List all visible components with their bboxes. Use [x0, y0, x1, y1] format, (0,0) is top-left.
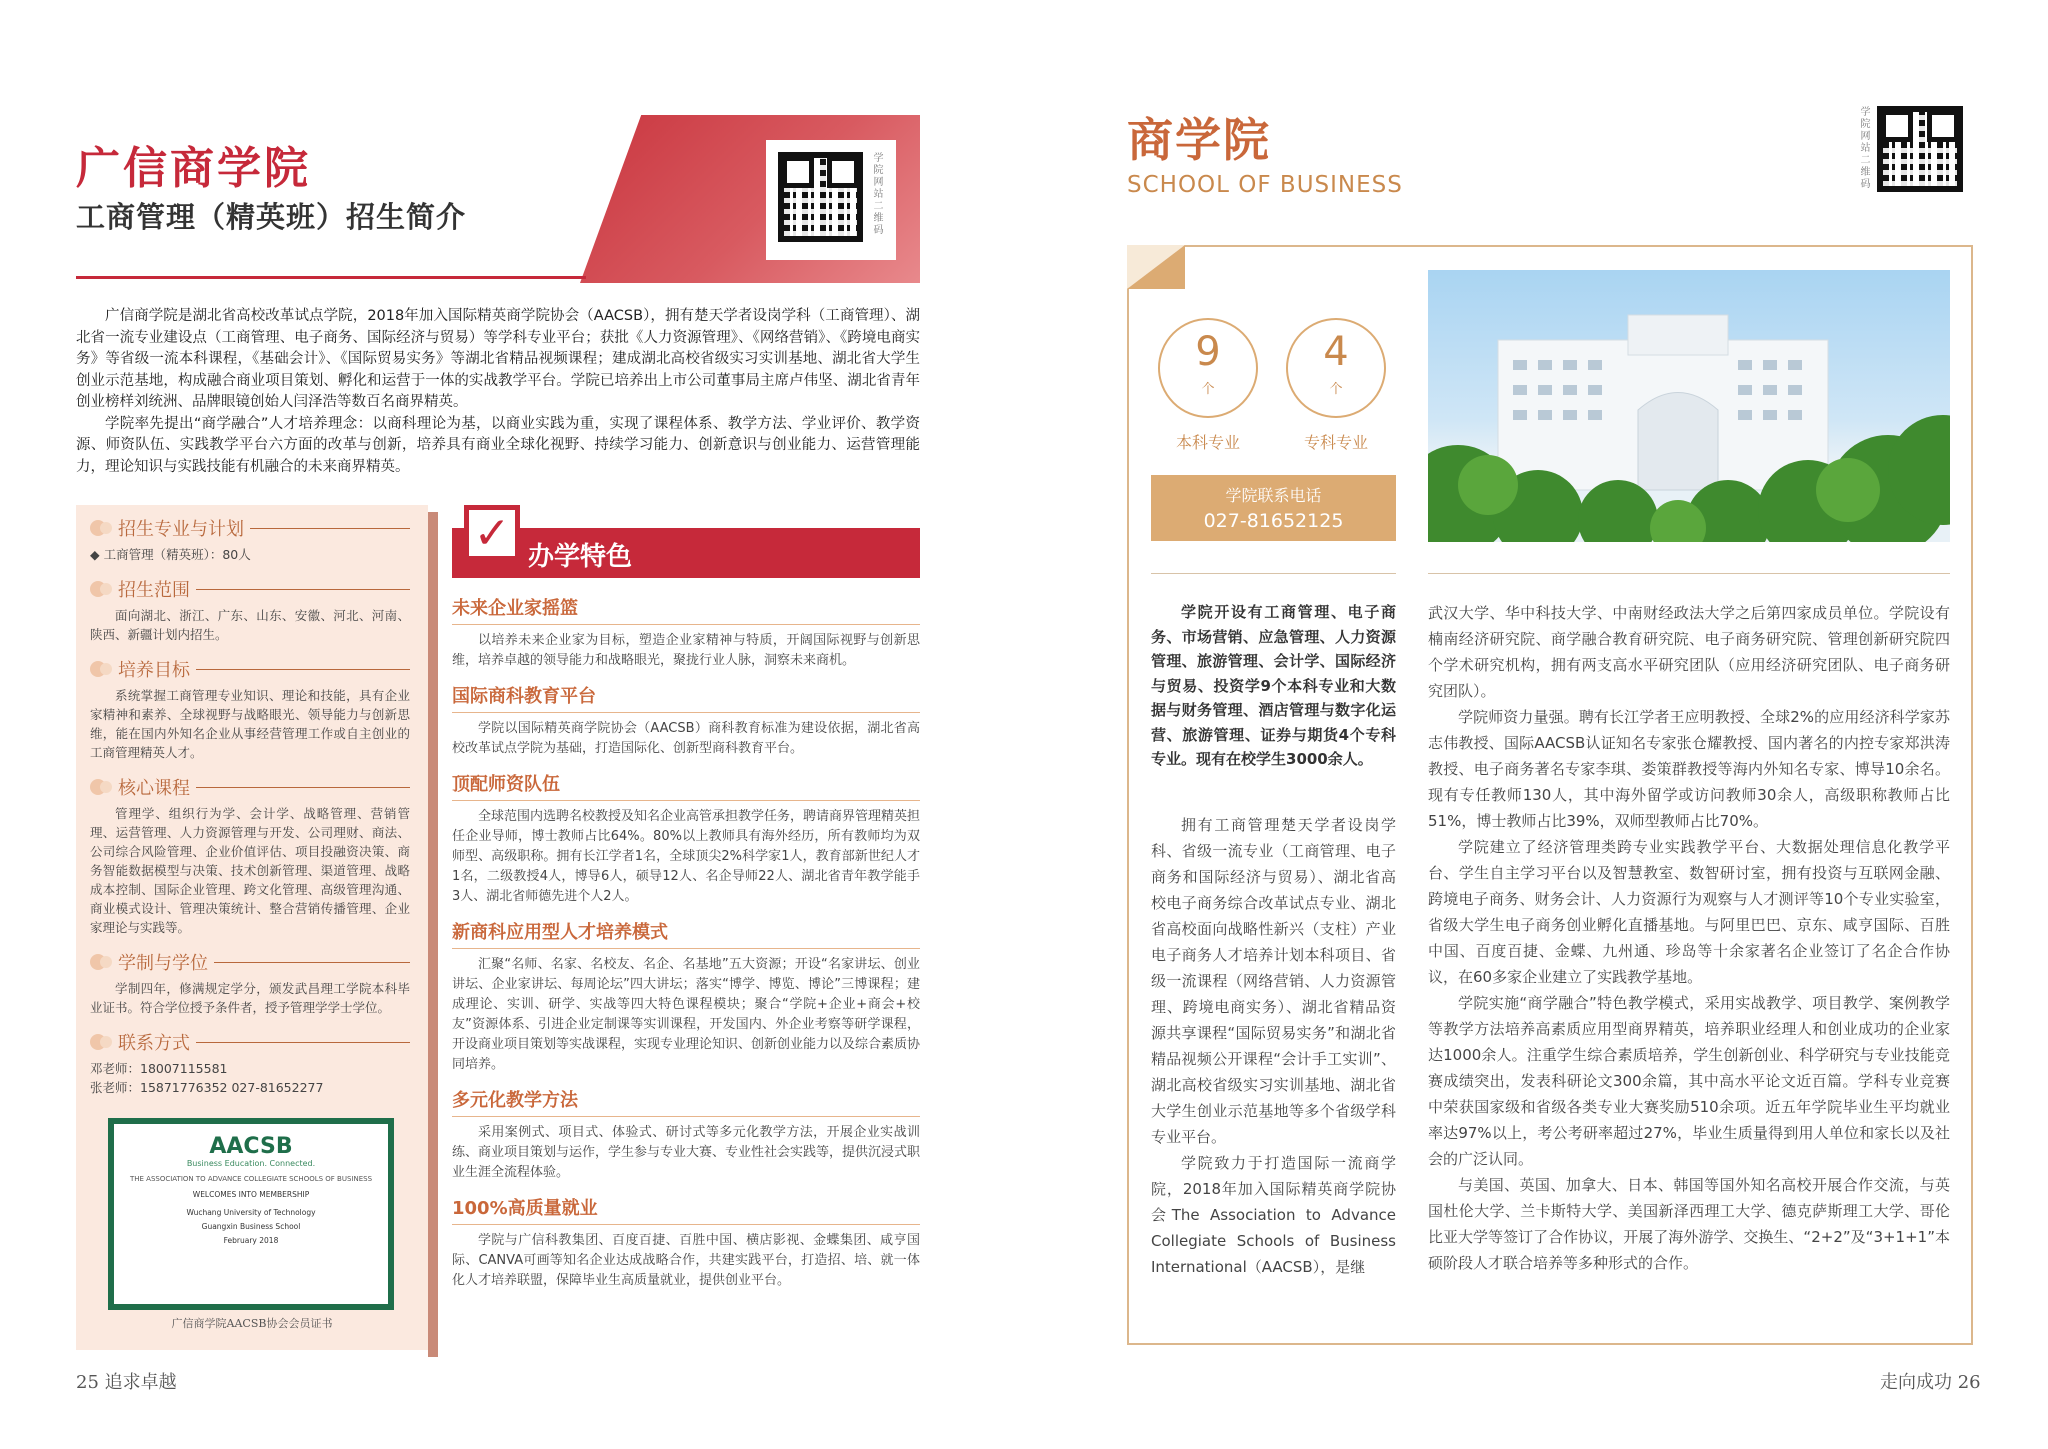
- feature-text: 以培养未来企业家为目标，塑造企业家精神与特质，开阔国际视野与创新思维，培养卓越的领导能力和战略眼光，聚拢行业人脉，洞察未来商机。: [452, 633, 920, 668]
- qr-caption: 学院网站二维码: [871, 152, 882, 236]
- left-column-text: [1151, 812, 1396, 1280]
- sidebar-section-text: ◆ 工商管理（精英班）：80人: [90, 547, 251, 562]
- sidebar-section-text: 学制四年，修满规定学分，颁发武昌理工学院本科毕业证书。符合学位授予条件者，授予管理学学士学位。: [90, 981, 410, 1015]
- body-paragraph: 学院建立了经济管理类跨专业实践教学平台、大数据处理信息化教学平台、学生自主学习平台以及智慧教室、数智研讨室，拥有投资与互联网金融、跨境电子商务、财务会计、人力资源行为观察与人才测评等10个专业实验室，省级大学生电子商务创业孵化直播基地。与阿里巴巴、京东、咸亨国际、百胜中国、百度百捷、金蝶、九州通、珍岛等十余家著名企业签订了名企合作协议，在60多家企业建立了实践教学基地。: [1428, 838, 1950, 986]
- divider: [196, 1042, 410, 1043]
- body-paragraph: 学院师资力量强。聘有长江学者王应明教授、全球2%的应用经济科学家苏志伟教授、国际AACSB认证知名专家张仓耀教授、国内著名的内控专家郑洪涛教授、电子商务著名专家李琪、娄策群教授等海内外知名专家、博导10余名。现有专任教师130人，其中海外留学或访问教师30余人，高级职称教师占比51%，博士教师占比39%，双师型教师占比70%。: [1428, 708, 1950, 830]
- feature-text: 采用案例式、项目式、体验式、研讨式等多元化教学方法，开展企业实战训练、商业项目策划与运作，学生参与专业大赛、专业性社会实践等，提供沉浸式职业生涯全流程体验。: [452, 1125, 921, 1180]
- stat-circle: [1158, 318, 1258, 418]
- intro-paragraph: 广信商学院是湖北省高校改革试点学院，2018年加入国际精英商学院协会（AACSB），拥有楚天学者设岗学科（工商管理）、湖北省一流专业建设点（工商管理、电子商务、国际经济与贸易）等学科专业平台；获批《人力资源管理》、《网络营销》、《跨境电商实务》等省级一流本科课程，《基础会计》、《国际贸易实务》等湖北省精品视频课程；建成湖北高校省级实习实训基地、湖北省大学生创业示范基地，构成融合商业项目策划、孵化和运营于一体的实战教学平台。学院已培养出上市公司董事局主席卢伟坚、湖北省青年创业榜样刘统洲、品牌眼镜创始人闫泽浩等数百名商界精英。: [76, 308, 920, 410]
- sidebar-section-title: 招生专业与计划: [118, 519, 244, 540]
- qr-code-box: [766, 140, 896, 260]
- certificate-org: THE ASSOCIATION TO ADVANCE COLLEGIATE SCHOOLS OF BUSINESS: [129, 1175, 373, 1183]
- sidebar-shadow: [428, 512, 438, 1357]
- building-illustration: [1428, 270, 1950, 542]
- divider: [196, 669, 410, 670]
- divider: [1151, 573, 1396, 574]
- page-number: 25: [76, 1372, 99, 1393]
- body-paragraph: 武汉大学、华中科技大学、中南财经政法大学之后第四家成员单位。学院设有楠南经济研究院、商学融合教育研究院、电子商务研究院、管理创新研究院四个学术研究机构，拥有两支高水平研究团队（应用经济研究团队、电子商务研究团队）。: [1428, 604, 1950, 700]
- checkmark-icon: ✓: [464, 505, 520, 561]
- page-footer-left: [76, 1368, 177, 1394]
- stat-circle: [1286, 318, 1386, 418]
- feature-text: 学院以国际精英商学院协会（AACSB）商科教育标准为建设依据，湖北省高校改革试点学院为基础，打造国际化、创新型商科教育平台。: [452, 721, 920, 756]
- right-column-text: [1428, 600, 1950, 1276]
- page-number: 26: [1957, 1372, 1981, 1393]
- divider: [196, 787, 410, 788]
- sidebar-section-text: 面向湖北、浙江、广东、山东、安徽、河北、河南、陕西、新疆计划内招生。: [90, 608, 410, 642]
- stat-number: 9: [1195, 329, 1221, 375]
- divider: [196, 589, 410, 590]
- feature-item: [452, 1194, 920, 1291]
- stat-vocational: [1286, 318, 1386, 453]
- overview-bold-text: 学院开设有工商管理、电子商务、市场营销、应急管理、人力资源管理、旅游管理、会计学、国际经济与贸易、投资学9个本科专业和大数据与财务管理、酒店管理与数字化运营、旅游管理、证券与期货4个专科专业。现有在校学生3000余人。: [1151, 603, 1396, 768]
- intro-paragraph: 学院率先提出“商学融合”人才培养理念：以商科理论为基，以商业实践为重，实现了课程体系、教学方法、学业评价、教学资源、师资队伍、实践教学平台六方面的改革与创新，培养具有商业全球化视野、持续学习能力、创新意识与创业能力、运营管理能力，理论知识与实践技能有机融合的未来商界精英。: [76, 415, 920, 475]
- bullet-dot-icon: [100, 583, 112, 595]
- campus-building-photo: [1428, 270, 1950, 542]
- feature-text: 学院与广信科教集团、百度百捷、百胜中国、横店影视、金蝶集团、咸亨国际、CANVA可画等知名企业达成战略合作，共建实践平台，打造招、培、就一体化人才培养联盟，保障毕业生高质量就业，提供创业平台。: [452, 1233, 920, 1288]
- sidebar-section-title: 学制与学位: [118, 953, 208, 974]
- certificate-welcome: WELCOMES INTO MEMBERSHIP: [192, 1190, 310, 1199]
- qr-code-icon: [1877, 106, 1963, 192]
- body-paragraph: 学院实施“商学融合”特色教学模式，采用实战教学、项目教学、案例教学等教学方法培养高素质应用型商界精英，培养职业经理人和创业成功的企业家达1000余人。注重学生综合素质培养，学生创新创业、科学研究与专业技能竞赛成绩突出，发表科研论文300余篇，其中高水平论文近百篇。学科专业竞赛中荣获国家级和省级各类专业大赛奖励510余项。近五年学院毕业生平均就业率达97%以上，考公考研率超过27%，毕业生质量得到用人单位和家长以及社会的广泛认同。: [1428, 994, 1950, 1168]
- sidebar-section-title: 联系方式: [118, 1033, 190, 1054]
- sidebar-section: [90, 515, 410, 564]
- body-paragraph: 学院致力于打造国际一流商学院，2018年加入国际精英商学院协会The Association to Advance Collegiate Schools of Business International（AACSB），是继: [1151, 1154, 1396, 1276]
- qr-code-box: [1856, 106, 1963, 192]
- divider: [1428, 573, 1950, 574]
- certificate-university: Wuchang University of Technology: [186, 1208, 316, 1217]
- feature-item: [452, 594, 920, 671]
- feature-text: 全球范围内选聘名校教授及知名企业高管承担教学任务，聘请商界管理精英担任企业导师，博士教师占比64%。80%以上教师具有海外经历，所有教师均为双师型、高级职称。拥有长江学者1名，全球顶尖2%科学家1人，教育部新世纪人才1名，二级教授4人，博导6人，硕导12人、名企导师22人、湖北省青年教学能手3人、湖北省师德先进个人2人。: [452, 809, 921, 904]
- feature-item: [452, 1086, 920, 1183]
- phone-box: [1151, 475, 1396, 541]
- body-paragraph: 拥有工商管理楚天学者设岗学科、省级一流专业（工商管理、电子商务和国际经济与贸易）、湖北省高校电子商务综合改革试点专业、湖北省高校面向战略性新兴（支柱）产业电子商务人才培养计划本科项目、省级一流课程（网络营销、人力资源管理、跨境电商实务）、湖北省精品资源共享课程“国际贸易实务”和湖北省精品视频公开课程“会计手工实训”、湖北高校省级实习实训基地、湖北省大学生创业示范基地等多个省级学科专业平台。: [1151, 816, 1396, 1146]
- body-paragraph: 与美国、英国、加拿大、日本、韩国等国外知名高校开展合作交流，与英国杜伦大学、兰卡斯特大学、美国新泽西理工大学、德克萨斯理工大学、哥伦比亚大学等签订了合作协议，开展了海外游学、交换生、“2+2”及“3+1+1”本硕阶段人才联合培养等多种形式的合作。: [1428, 1176, 1950, 1272]
- bullet-dot-icon: [100, 663, 112, 675]
- feature-heading: 100%高质量就业: [452, 1194, 920, 1225]
- bullet-dot-icon: [100, 781, 112, 793]
- sidebar-section: [90, 576, 410, 644]
- right-page-title: 商学院: [1127, 113, 1271, 167]
- qr-caption: 学院网站二维码: [1858, 106, 1869, 190]
- bullet-dot-icon: [100, 956, 112, 968]
- features-header-bar: [452, 528, 920, 578]
- phone-number: 027-81652125: [1203, 510, 1344, 532]
- phone-label: 学院联系电话: [1225, 486, 1322, 505]
- page-label: 追求卓越: [104, 1372, 177, 1393]
- certificate-caption: 广信商学院AACSB协会会员证书: [171, 1317, 333, 1330]
- certificate-school: Guangxin Business School: [201, 1222, 301, 1231]
- divider: [250, 528, 410, 529]
- sidebar-sections: [90, 515, 410, 1109]
- school-title: 广信商学院: [76, 143, 311, 194]
- sidebar-section-text: 系统掌握工商管理专业知识、理论和技能，具有企业家精神和素养、全球视野与战略眼光、领导能力与创新思维，能在国内外知名企业从事经营管理工作或自主创业的工商管理精英人才。: [90, 688, 410, 760]
- stat-label: 专科专业: [1303, 433, 1368, 452]
- sidebar-section: [90, 1029, 410, 1097]
- sidebar-section: [90, 774, 410, 937]
- feature-item: [452, 682, 920, 759]
- sidebar-section: [90, 949, 410, 1017]
- feature-heading: 未来企业家摇篮: [452, 594, 920, 625]
- feature-item: [452, 770, 920, 907]
- right-page-subtitle: SCHOOL OF BUSINESS: [1127, 172, 1403, 198]
- bullet-dot-icon: [100, 1036, 112, 1048]
- header-rule: [76, 276, 586, 279]
- divider: [214, 962, 410, 963]
- feature-heading: 国际商科教育平台: [452, 682, 920, 713]
- feature-heading: 多元化教学方法: [452, 1086, 920, 1117]
- feature-heading: 顶配师资队伍: [452, 770, 920, 801]
- sidebar-section-title: 招生范围: [118, 580, 190, 601]
- sidebar-section: [90, 656, 410, 762]
- stat-number: 4: [1323, 329, 1349, 375]
- features-list: [452, 594, 920, 1302]
- stat-label: 本科专业: [1175, 433, 1240, 452]
- sidebar-section-text: 管理学、组织行为学、会计学、战略管理、营销管理、运营管理、人力资源管理与开发、公司理财、商法、公司综合风险管理、企业价值评估、项目投融资决策、商务智能数据模型与决策、技术创新管理、渠道管理、战略成本控制、国际企业管理、跨文化管理、高级管理沟通、商业模式设计、管理决策统计、整合营销传播管理、企业家理论与实践等。: [90, 806, 410, 935]
- sidebar-section-title: 培养目标: [118, 660, 190, 681]
- page-subtitle: 工商管理（精英班）招生简介: [76, 200, 467, 234]
- feature-item: [452, 918, 920, 1075]
- aacsb-certificate: [108, 1118, 394, 1310]
- sidebar-section-title: 核心课程: [118, 778, 190, 799]
- feature-heading: 新商科应用型人才培养模式: [452, 918, 920, 949]
- contact-info: 邓老师：18007115581 张老师：15871776352 027-81652277: [90, 1061, 324, 1095]
- qr-code-icon: [778, 152, 863, 242]
- aacsb-logo: AACSB: [209, 1134, 293, 1159]
- intro-text: [76, 306, 920, 478]
- feature-text: 汇聚“名师、名家、名校友、名企、名基地”五大资源；开设“名家讲坛、创业讲坛、企业家讲坛、每周论坛”四大讲坛；落实“博学、博览、博论”三博课程；建成理论、实训、研学、实战等四大特色课程模块；聚合“学院+企业+商会+校友”资源体系、引进企业定制课等实训课程，开发国内、外企业考察等研学课程，开设商业项目策划等实战课程，实现专业理论知识、创新创业能力以及综合素质协同培养。: [452, 957, 921, 1072]
- aacsb-tagline: Business Education. Connected.: [186, 1159, 316, 1168]
- stat-unit: 个: [1329, 382, 1343, 397]
- page-label: 走向成功: [1880, 1372, 1952, 1393]
- certificate-date: February 2018: [223, 1236, 279, 1245]
- page-footer-right: [1880, 1368, 1981, 1394]
- stat-unit: 个: [1201, 382, 1215, 397]
- stat-undergrad: [1158, 318, 1258, 453]
- features-title: 办学特色: [528, 542, 633, 572]
- bullet-dot-icon: [100, 522, 112, 534]
